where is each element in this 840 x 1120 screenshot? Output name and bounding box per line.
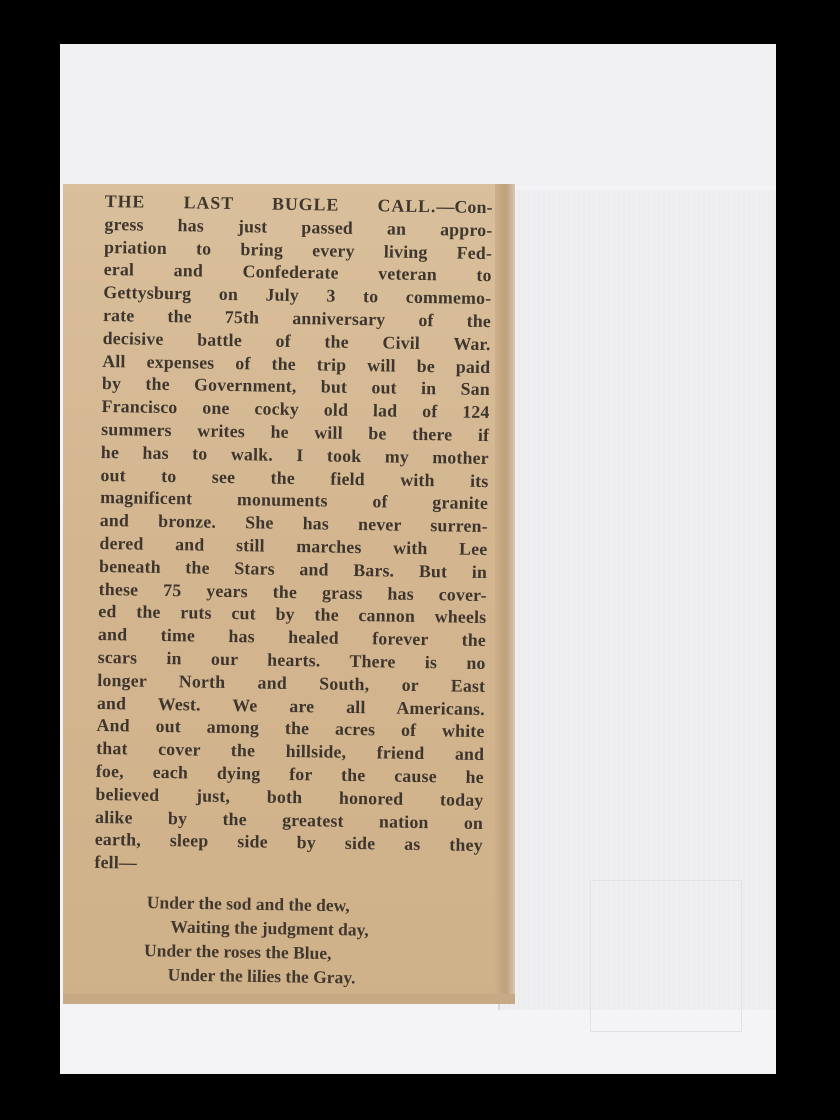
article-line: summers writes he will be there if xyxy=(101,418,490,446)
paper-top-strip xyxy=(60,44,776,186)
poem-line: Under the sod and the dew, xyxy=(146,892,350,916)
article-line: that cover the hillside, friend and xyxy=(96,738,485,765)
article-line: Francisco one cocky old lad of 124 xyxy=(101,396,490,423)
article-line: priation to bring every living Fed- xyxy=(103,236,493,263)
article-line: out to see the field with its xyxy=(100,464,489,491)
article-line: earth, sleep side by side as they xyxy=(94,829,483,856)
poem-line: Under the roses the Blue, xyxy=(143,940,332,964)
article-line: And out among the acres of white xyxy=(96,715,485,742)
article-line: by the Government, but out in San xyxy=(101,373,491,400)
article-line: gress has just passed an appro- xyxy=(104,213,493,240)
article-line: alike by the greatest nation on xyxy=(95,806,484,833)
article-line: eral and Confederate veteran to xyxy=(103,259,492,286)
article-line: —Con- xyxy=(436,196,493,218)
article-headline: THE LAST BUGLE CALL. xyxy=(104,190,437,217)
clipping-torn-edge xyxy=(495,184,515,1004)
article-line: All expenses of the trip will be paid xyxy=(102,350,491,377)
article-line: he has to walk. I took my mother xyxy=(100,441,489,468)
article-line: magnificent monuments of granite xyxy=(100,487,489,514)
poem-line: Waiting the judgment day, xyxy=(170,916,369,940)
article-line: and time has healed forever the xyxy=(97,624,487,651)
article-line: and bronze. She has never surren- xyxy=(99,510,488,537)
article-line: dered and still marches with Lee xyxy=(99,532,488,560)
poem-line: Under the lilies the Gray. xyxy=(167,964,356,988)
article-line: beneath the Stars and Bars. But in xyxy=(98,555,488,582)
article-line: scars in our hearts. There is no xyxy=(97,646,486,673)
article-line: believed just, both honored today xyxy=(95,783,484,810)
clipping-bottom-edge xyxy=(63,994,515,1004)
article-line: ed the ruts cut by the cannon wheels xyxy=(98,601,487,628)
newspaper-clipping xyxy=(63,184,515,1004)
article-line: these 75 years the grass has cover- xyxy=(98,578,487,605)
article-line: longer North and South, or East xyxy=(97,669,486,696)
article-line: and West. We are all Americans. xyxy=(96,692,486,719)
article-line: rate the 75th anniversary of the xyxy=(102,304,492,332)
article-line: fell— xyxy=(94,852,138,873)
paper-backing-panel xyxy=(498,190,776,1010)
article-line: foe, each dying for the cause he xyxy=(95,760,484,787)
article-body xyxy=(94,190,493,880)
article-line: Gettysburg on July 3 to commemo- xyxy=(103,282,492,309)
article-line: decisive battle of the Civil War. xyxy=(102,327,491,354)
faint-stamp-mark xyxy=(590,880,742,1032)
poem-verse xyxy=(135,890,476,991)
